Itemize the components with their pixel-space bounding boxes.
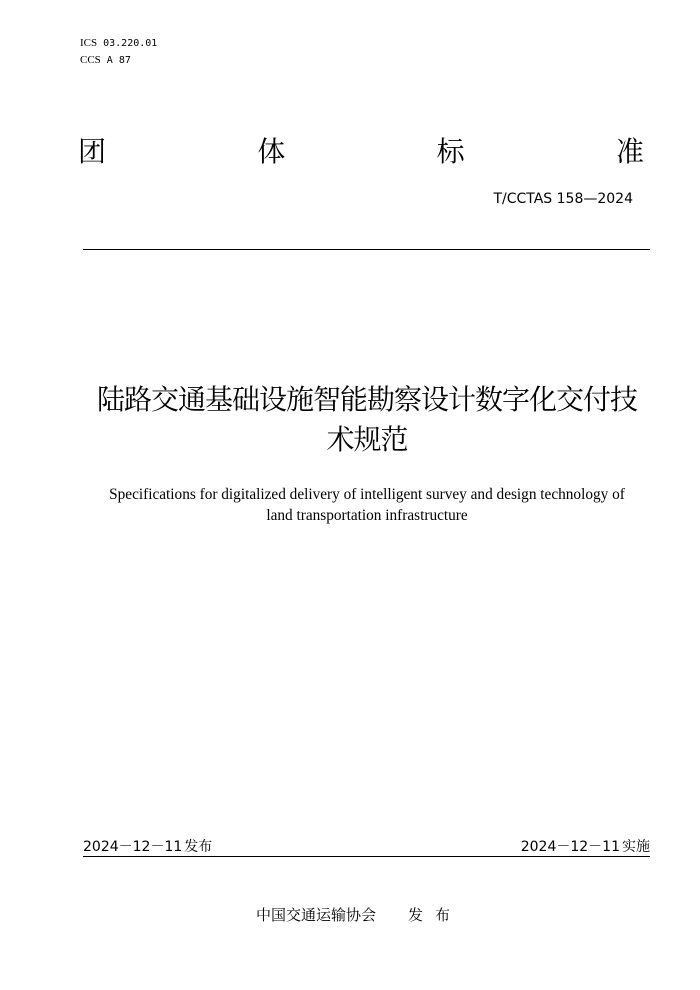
implement-date-label: 实施 (622, 839, 650, 855)
standard-type-char: 准 (615, 135, 644, 168)
publisher-name: 中国交通运输协会 (255, 906, 376, 924)
standard-number: T/CCTAS 158—2024 (493, 191, 633, 207)
standard-type-char: 体 (257, 135, 286, 168)
ics-code: 03.220.01 (103, 38, 158, 49)
header-divider (83, 249, 650, 250)
english-title (82, 484, 652, 526)
ics-label: ICS (80, 37, 98, 49)
ics-line (80, 35, 157, 52)
standard-type-heading (78, 132, 644, 172)
classification-block (80, 35, 157, 69)
publish-date-value: 2024－12－11 (83, 839, 183, 855)
footer-divider (83, 856, 650, 857)
chinese-title-line-1: 陆路交通基础设施智能勘察设计数字化交付技 (96, 383, 637, 416)
publish-date (83, 836, 212, 856)
english-title-line-2: land transportation infrastructure (266, 507, 468, 524)
implement-date-value: 2024－12－11 (520, 839, 620, 855)
ccs-label: CCS (80, 54, 101, 66)
publish-date-label: 发布 (184, 839, 213, 855)
publisher-action: 发布 (408, 906, 463, 924)
ccs-line (80, 52, 157, 69)
english-title-line-1: Specifications for digitalized delivery of intelligent survey and design technology of (109, 486, 625, 503)
ccs-code: A 87 (106, 55, 131, 66)
chinese-title-line-2: 术规范 (326, 423, 408, 456)
implement-date (521, 836, 650, 856)
standard-type-char: 标 (436, 135, 465, 168)
chinese-title (82, 380, 652, 460)
publisher (0, 904, 700, 925)
standard-type-char: 团 (78, 135, 107, 168)
